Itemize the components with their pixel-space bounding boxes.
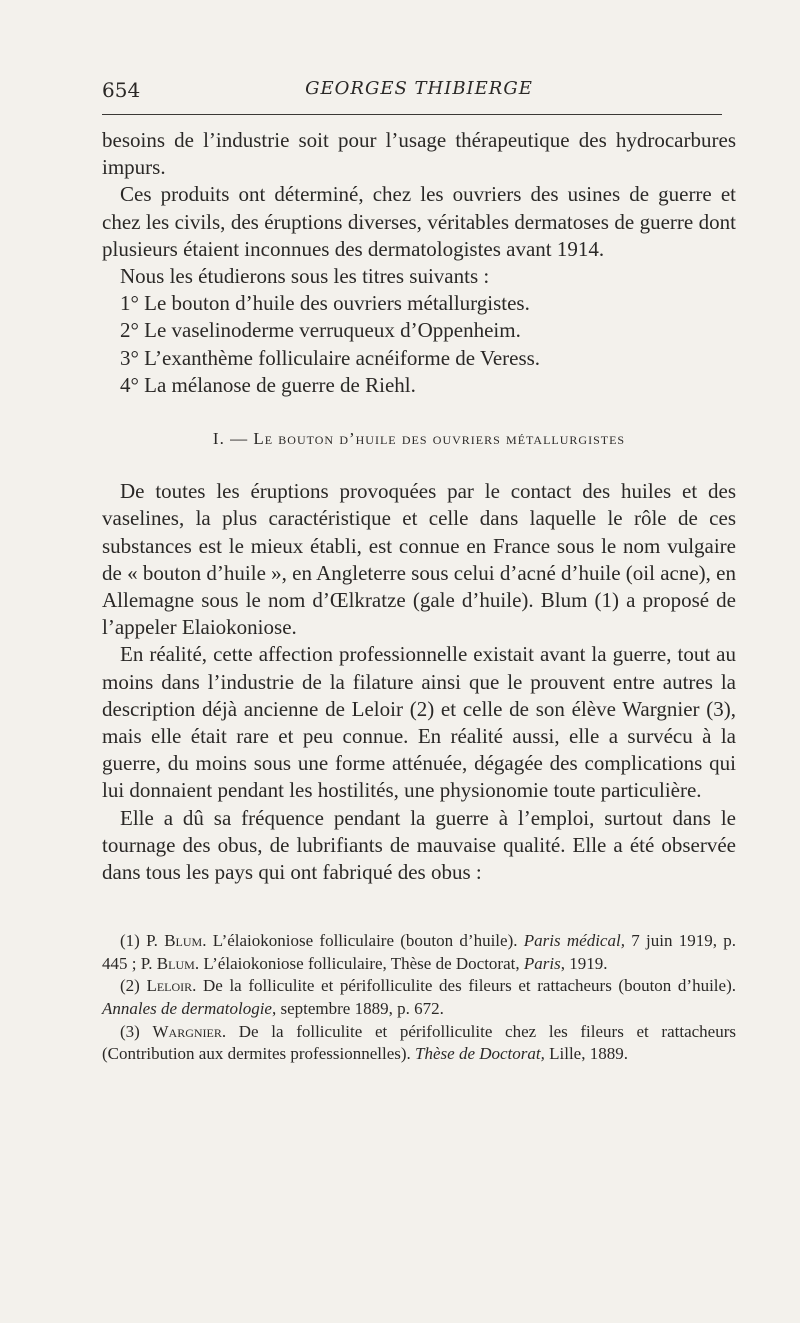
list-item: 4° La mélanose de guerre de Riehl.: [120, 372, 416, 397]
paragraph: Elle a dû sa fréquence pendant la guerre à l’emploi, surtout dans le tournage des obus, de lubrifiants de mauvaise qualité. Elle a été observée dans tous les pays qui ont fabriqué des obus :: [102, 805, 736, 885]
paragraph: besoins de l’industrie soit pour l’usage thérapeutique des hydrocarbures impurs.: [102, 128, 736, 180]
main-text: [102, 127, 736, 886]
paragraph: De toutes les éruptions provoquées par le contact des huiles et des vaselines, la plus caractéristique et celle dans laquelle le rôle de ces substances est le mieux établi, est connue en France sous le nom vulgaire de « bouton d’huile », en Angleterre sous celui d’acné d’huile (oil acne), en Allemagne sous le nom d’Œlkratze (gale d’huile). Blum (1) a proposé de l’appeler Elaiokoniose.: [102, 479, 736, 640]
header-rule: [102, 114, 722, 115]
list-item: 3° L’exanthème folliculaire acnéiforme de Veress.: [120, 345, 541, 370]
page-number: 654: [102, 78, 141, 102]
paragraph: Nous les étudierons sous les titres suivants :: [120, 264, 490, 289]
list-item: 1° Le bouton d’huile des ouvriers métallurgistes.: [120, 291, 530, 316]
section-heading: I. — Le bouton d’huile des ouvriers métallurgistes: [212, 429, 626, 449]
running-header: [102, 78, 736, 106]
list-item: 2° Le vaselinoderme verruqueux d’Oppenheim.: [120, 318, 521, 343]
paragraph: En réalité, cette affection professionnelle existait avant la guerre, tout au moins dans l’industrie de la filature ainsi que le prouvent entre autres la description déjà ancienne de Leloir (2) et celle de son élève Wargnier (3), mais elle était rare et peu connue. En réalité aussi, elle a survécu à la guerre, du moins sous une forme atténuée, dégagée des complications qui lui donnaient pendant les hostilités, une physionomie toute particulière.: [102, 642, 736, 803]
titles-list: [102, 290, 736, 399]
paragraph: Ces produits ont déterminé, chez les ouvriers des usines de guerre et chez les civils, des éruptions diverses, véritables dermatoses de guerre dont plusieurs étaient inconnues des dermatologistes avant 1914.: [102, 182, 736, 261]
running-head-author: GEORGES THIBIERGE: [305, 78, 533, 99]
book-page: [102, 78, 736, 1066]
footnote-1: (1) P. Blum. L’élaiokoniose folliculaire (bouton d’huile). Paris médical, 7 juin 1919, p. 445 ; P. Blum. L’élaiokoniose folliculaire, Thèse de Doctorat, Paris, 1919.: [102, 931, 736, 973]
footnote-3: (3) Wargnier. De la folliculite et périfolliculite chez les fileurs et rattacheurs (Contribution aux dermites professionnelles). Thèse de Doctorat, Lille, 1889.: [102, 1021, 736, 1064]
footnote-2: (2) Leloir. De la folliculite et périfolliculite des fileurs et rattacheurs (bouton d’huile). Annales de dermatologie, septembre 1889, p. 672.: [102, 976, 736, 1019]
footnotes: [102, 930, 736, 1066]
